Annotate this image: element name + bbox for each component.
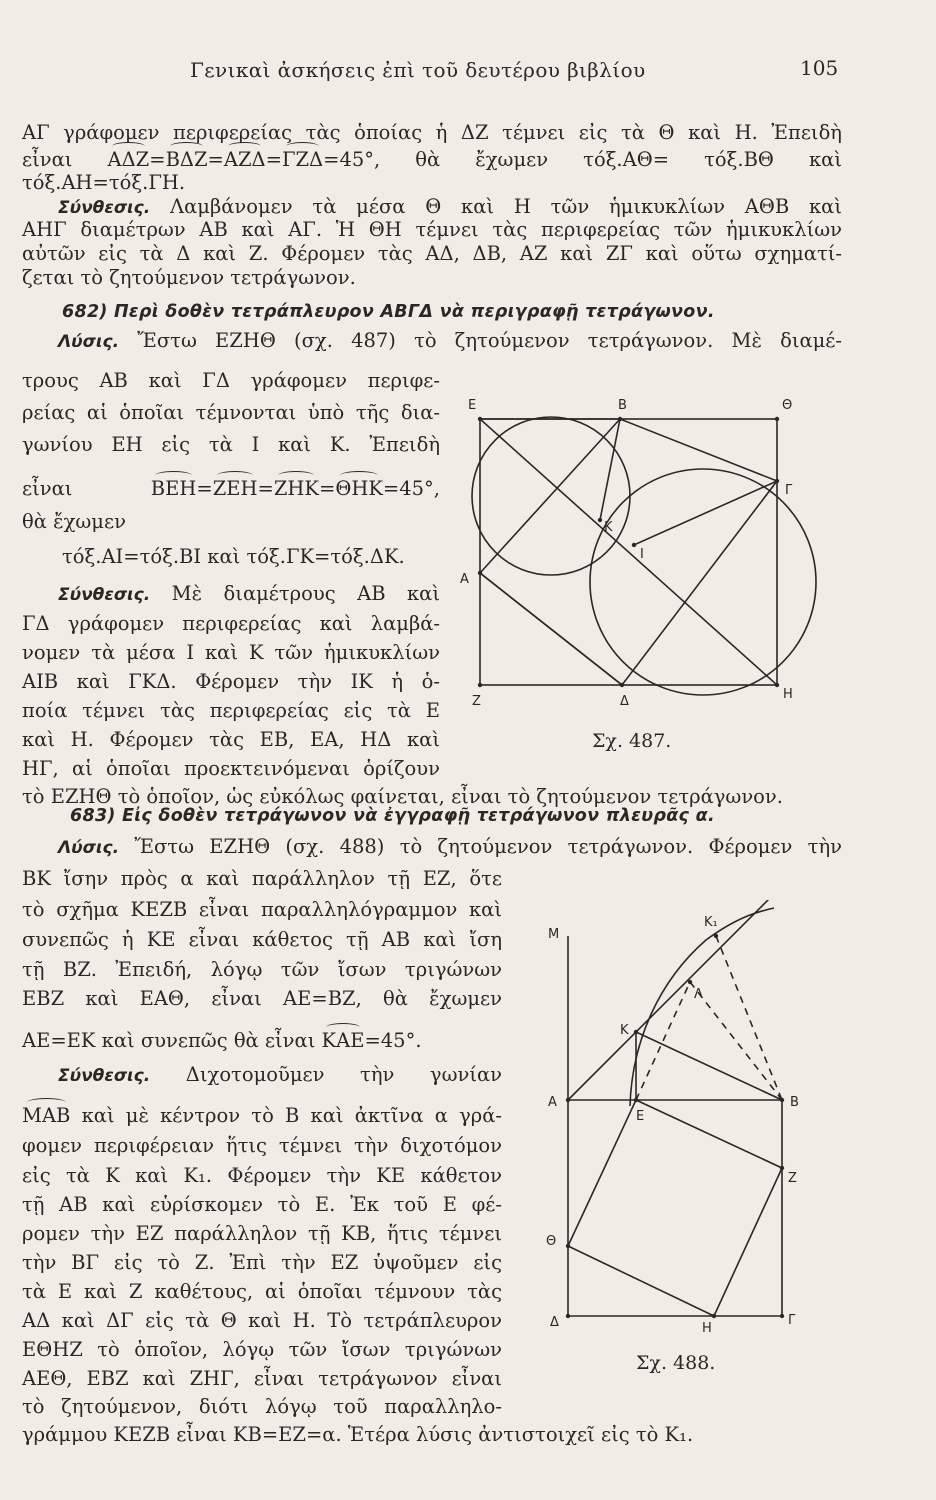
label-m: Μ [548, 927, 560, 942]
point-g [780, 1314, 784, 1318]
line-bg [620, 419, 777, 481]
figure-487-caption: Σχ. 487. [592, 730, 672, 752]
point-e [478, 417, 482, 421]
point-e [634, 1098, 638, 1102]
figure-488 [540, 900, 830, 1340]
line-kb [636, 1032, 782, 1100]
text-line: τόξ.ΑΙ=τόξ.ΒΙ καὶ τόξ.ΓΚ=τόξ.ΔΚ. [62, 545, 405, 568]
label-k: Κ [604, 520, 613, 535]
text-line: ΒΚ ἴσην πρὸς α καὶ παράλληλον τῇ ΕΖ, ὅτε [22, 867, 502, 890]
text-line: ΑΓ γράφομεν περιφερείας τὰς ὁποίας ἡ ΔΖ τέμνει εἰς τὰ Θ καὶ Η. Ἐπειδὴ [22, 121, 842, 144]
text-line: Λύσις. Ἔστω ΕΖΗΘ (σχ. 488) τὸ ζητούμενον τετράγωνον. Φέρομεν τὴν [58, 835, 842, 858]
text-line: τόξ.ΑΗ=τόξ.ΓΗ. [22, 171, 186, 194]
text-line: ΕΘΗΖ τὸ ὁποῖον, λόγῳ τῶν ἴσων τριγώνων [22, 1338, 502, 1361]
point-th [775, 417, 779, 421]
line-thh [568, 1246, 714, 1316]
label-z: Ζ [788, 1171, 797, 1186]
label-k1: Κ₁ [704, 915, 718, 930]
text-line: Σύνθεσις. Λαμβάνομεν τὰ μέσα Θ καὶ Η τῶν ἡμικυκλίων ΑΘΒ καὶ [58, 195, 842, 218]
line-ab [480, 419, 620, 573]
point-k [598, 518, 602, 522]
text-line: ποία τέμνει τὰς περιφερείας εἰς τὰ Ε [22, 699, 440, 722]
text-line: τῇ ΑΒ καὶ εὑρίσκομεν τὸ Ε. Ἐκ τοῦ Ε φέ- [22, 1193, 502, 1216]
diagonal-eh [480, 419, 777, 685]
text-line: ΑΗΓ διαμέτρων ΑΒ καὶ ΑΓ. Ἡ ΘΗ τέμνει τὰς περιφερείας τῶν ἡμικυκλίων [22, 218, 842, 241]
point-b [780, 1098, 784, 1102]
label-h: Η [702, 1321, 712, 1336]
text-line: γωνίου ΕΗ εἰς τὰ Ι καὶ Κ. Ἐπειδὴ [22, 433, 440, 456]
figure-487 [440, 378, 820, 718]
text-line: συνεπῶς ἡ ΚΕ εἶναι κάθετος τῇ ΑΒ καὶ ἴση [22, 928, 502, 951]
label-a: Α [548, 1095, 557, 1110]
text-line: γράμμου ΚΕΖΒ εἶναι ΚΒ=ΕΖ=α. Ἑτέρα λύσις ἀντιστοιχεῖ εἰς τὸ Κ₁. [22, 1423, 694, 1446]
text-line: ΑΕΘ, ΕΒΖ καὶ ΖΗΓ, εἶναι τετράγωνον εἶναι [22, 1367, 502, 1390]
point-l [688, 980, 692, 984]
line-gd [622, 481, 777, 685]
point-h [775, 683, 779, 687]
point-h [712, 1314, 716, 1318]
line-lb-dashed [690, 982, 782, 1100]
problem-683-title: 683) Εἰς δοθὲν τετράγωνον νὰ ἐγγραφῇ τετράγωνον πλευρᾶς α. [70, 806, 715, 826]
text-line: τῇ ΒΖ. Ἐπειδή, λόγῳ τῶν ἴσων τριγώνων [22, 958, 502, 981]
point-a [478, 571, 482, 575]
text-line: τὸ σχῆμα ΚΕΖΒ εἶναι παραλληλόγραμμον καὶ [22, 898, 502, 921]
label-g: Γ [785, 483, 793, 498]
text-line: ρομεν τὴν ΕΖ παράλληλον τῇ ΚΒ, ἥτις τέμνει [22, 1222, 502, 1245]
point-d [566, 1314, 570, 1318]
point-th [566, 1244, 570, 1248]
point-z [780, 1166, 784, 1170]
text-line: εἰς τὰ Κ καὶ Κ₁. Φέρομεν τὴν ΚΕ κάθετον [22, 1164, 502, 1187]
label-th: Θ [546, 1234, 557, 1249]
label-l: Λ [694, 987, 703, 1002]
label-b: Β [790, 1095, 799, 1110]
label-e: Ε [468, 398, 477, 413]
text-line: φομεν περιφέρειαν ἥτις τέμνει τὴν διχοτόμον [22, 1134, 502, 1157]
text-line: εἶναι ΑΔΖ=ΒΔΖ=ΑΖΔ=ΓΖΔ=45°, θὰ ἔχωμεν τόξ.ΑΘ= τόξ.ΒΘ καὶ [22, 148, 842, 171]
line-el-dashed [636, 982, 690, 1100]
point-k1 [714, 934, 718, 938]
point-k [634, 1030, 638, 1034]
text-line: ρείας αἱ ὁποῖαι τέμνονται ὑπὸ τῆς δια- [22, 401, 440, 424]
point-z [478, 683, 482, 687]
page-number: 105 [800, 56, 839, 80]
label-h: Η [783, 687, 793, 702]
text-line: αὐτῶν εἰς τὰ Δ καὶ Ζ. Φέρομεν τὰς ΑΔ, ΔΒ, ΑΖ καὶ ΖΓ καὶ οὕτω σχηματί- [22, 242, 842, 265]
point-a [566, 1098, 570, 1102]
figure-488-caption: Σχ. 488. [636, 1352, 716, 1374]
line-ez [636, 1100, 782, 1168]
text-line: τὴν ΒΓ εἰς τὸ Ζ. Ἐπὶ τὴν ΕΖ ὑψοῦμεν εἰς [22, 1251, 502, 1274]
point-b [618, 417, 622, 421]
running-title: Γενικαὶ ἀσκήσεις ἐπὶ τοῦ δευτέρου βιβλίου [190, 58, 646, 82]
text-line: ΜΑΒ καὶ μὲ κέντρον τὸ Β καὶ ἀκτῖνα α γρά- [22, 1104, 502, 1127]
point-g [775, 479, 779, 483]
text-line: Σύνθεσις. Διχοτομοῦμεν τὴν γωνίαν [58, 1063, 502, 1086]
text-line: Σύνθεσις. Μὲ διαμέτρους ΑΒ καὶ [58, 582, 440, 605]
label-b: Β [618, 398, 627, 413]
label-i: Ι [640, 547, 644, 562]
text-line: θὰ ἔχωμεν [22, 510, 126, 533]
line-kb [600, 419, 620, 520]
text-line: ΑΕ=ΕΚ καὶ συνεπῶς θὰ εἶναι ΚΑΕ=45°. [22, 1029, 422, 1052]
text-line: τὰ Ε καὶ Ζ καθέτους, αἱ ὁποῖαι τέμνουν τὰς [22, 1280, 502, 1303]
label-e: Ε [636, 1109, 645, 1124]
point-i [632, 543, 636, 547]
text-line: τρους ΑΒ καὶ ΓΔ γράφομεν περιφε- [22, 369, 440, 392]
label-a: Α [460, 572, 469, 587]
line-k1b-dashed [716, 936, 782, 1100]
text-line: εἶναι ΒΕΗ=ΖΕΗ=ΖΗΚ=ΘΗΚ=45°, [22, 477, 440, 500]
line-zh [714, 1168, 782, 1316]
label-th: Θ [782, 398, 793, 413]
text-line: καὶ Η. Φέρομεν τὰς ΕΒ, ΕΑ, ΗΔ καὶ [22, 728, 440, 751]
text-line: τὸ ΕΖΗΘ τὸ ὁποῖον, ὡς εὐκόλως φαίνεται, εἶναι τὸ ζητούμενον τετράγωνον. [22, 785, 783, 808]
bisector-ak1 [568, 900, 780, 1100]
label-z: Ζ [472, 694, 481, 709]
text-line: ΑΔ καὶ ΔΓ εἰς τὰ Θ καὶ Η. Τὸ τετράπλευρον [22, 1309, 502, 1332]
line-eth [568, 1100, 636, 1246]
label-d: Δ [620, 694, 629, 709]
text-line: ΕΒΖ καὶ ΕΑΘ, εἶναι ΑΕ=ΒΖ, θὰ ἔχωμεν [22, 987, 502, 1010]
label-d: Δ [550, 1315, 559, 1330]
text-line: ΓΔ γράφομεν περιφερείας καὶ λαμβά- [22, 612, 440, 635]
text-line: ΗΓ, αἱ ὁποῖαι προεκτεινόμεναι ὁρίζουν [22, 757, 440, 780]
page-header [0, 58, 936, 88]
text-line: Λύσις. Ἔστω ΕΖΗΘ (σχ. 487) τὸ ζητούμενον τετράγωνον. Μὲ διαμέ- [58, 329, 842, 352]
problem-682-title: 682) Περὶ δοθὲν τετράπλευρον ΑΒΓΔ νὰ περιγραφῇ τετράγωνον. [62, 302, 715, 322]
line-ig [634, 481, 777, 545]
label-k: Κ [620, 1023, 629, 1038]
circle-gd [590, 469, 816, 695]
text-line: τὸ ζητούμενον, διότι λόγῳ τοῦ παραλληλο- [22, 1395, 502, 1418]
text-line: ΑΙΒ καὶ ΓΚΔ. Φέρομεν τὴν ΙΚ ἡ ὁ- [22, 670, 440, 693]
arc-b-radius-a [630, 908, 774, 1106]
text-line: νομεν τὰ μέσα Ι καὶ Κ τῶν ἡμικυκλίων [22, 641, 440, 664]
text-line: ζεται τὸ ζητούμενον τετράγωνον. [22, 266, 356, 289]
point-d [620, 683, 624, 687]
label-g: Γ [788, 1313, 796, 1328]
